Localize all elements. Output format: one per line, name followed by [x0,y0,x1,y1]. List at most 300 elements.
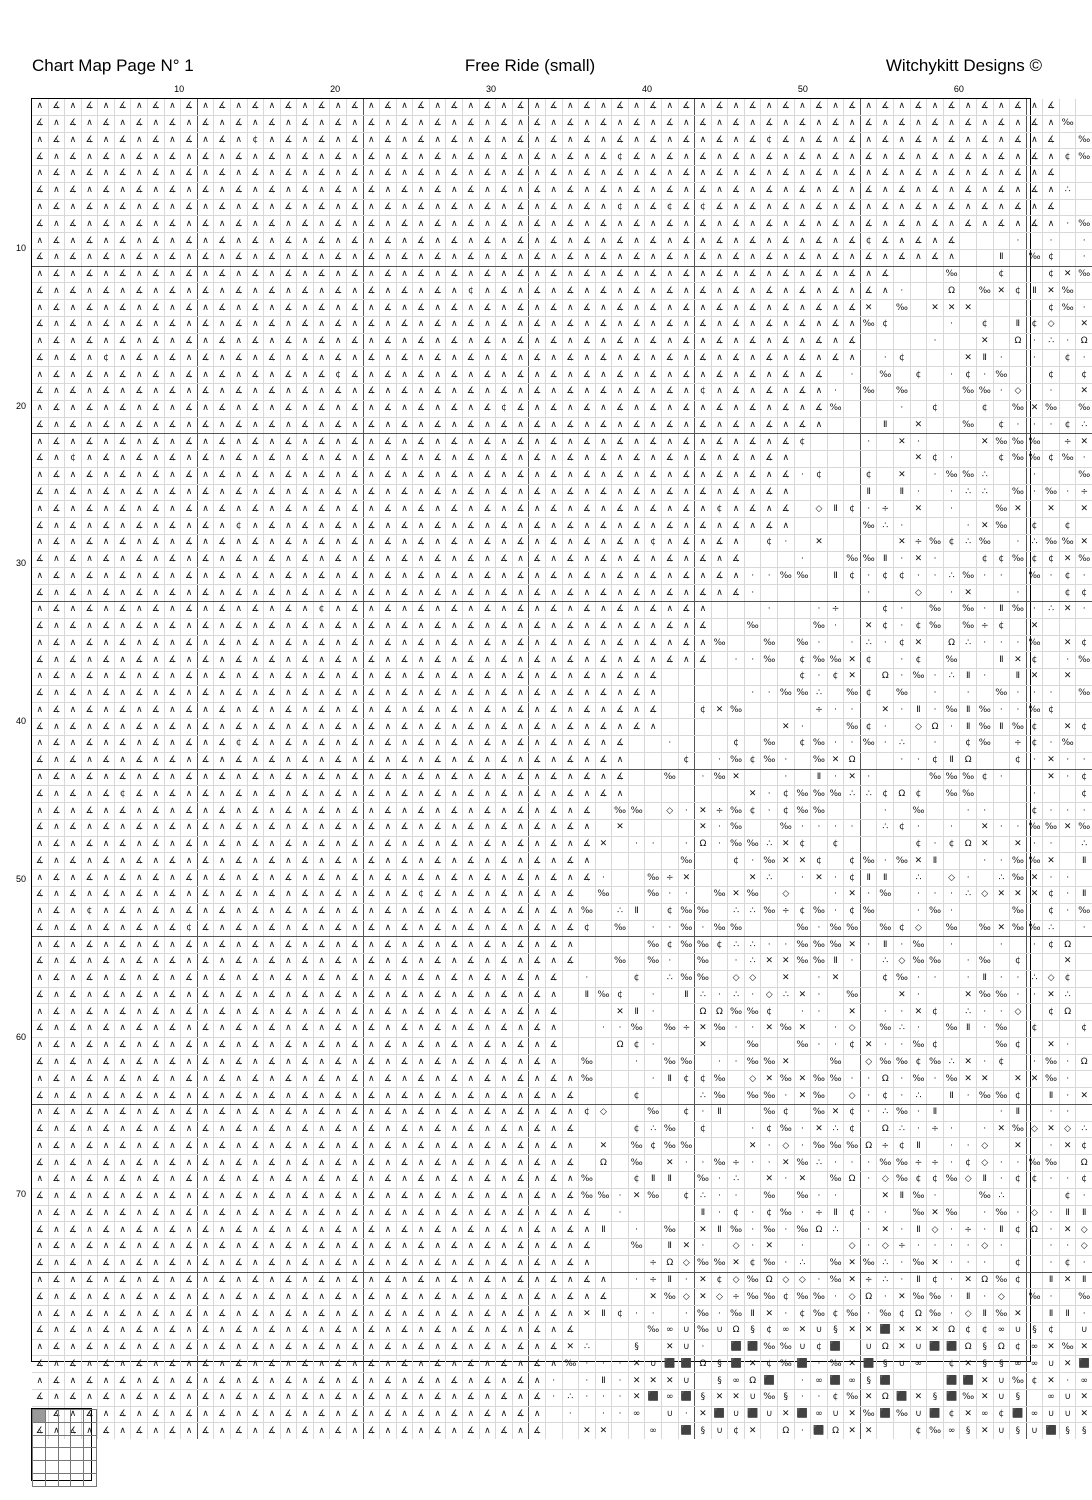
chart-cell: ∡ [695,484,712,501]
chart-row [32,685,1092,702]
chart-cell: ∡ [280,803,297,820]
chart-cell: ∧ [264,166,281,183]
chart-cell: ∡ [661,551,678,568]
chart-cell: ∡ [330,216,347,233]
chart-cell: ◇ [1043,316,1060,333]
chart-cell: ∧ [429,501,446,518]
chart-cell: ‰ [976,1188,993,1205]
chart-cell: ∧ [479,920,496,937]
chart-cell: ∧ [661,333,678,350]
chart-cell: ∡ [48,870,65,887]
chart-cell: ∡ [396,1088,413,1105]
chart-cell: ∡ [612,99,629,115]
chart-cell [744,669,761,686]
chart-cell: ∧ [98,333,115,350]
chart-cell: ∧ [446,786,463,803]
chart-cell: ∡ [463,1155,480,1172]
chart-cell [678,1172,695,1189]
chart-cell: ∧ [164,635,181,652]
chart-row [32,752,1092,769]
chart-cell: ∡ [363,1222,380,1239]
chart-cell: · [976,803,993,820]
chart-cell: ∡ [678,635,695,652]
chart-cell: ∧ [645,249,662,266]
chart-cell: ∡ [98,182,115,199]
chart-cell [661,1306,678,1323]
chart-cell: ✕ [844,669,861,686]
chart-cell [976,903,993,920]
chart-cell: ∧ [264,937,281,954]
chart-cell: ∧ [612,451,629,468]
chart-cell: ∧ [81,1021,98,1038]
chart-cell [960,920,977,937]
chart-cell [744,920,761,937]
chart-cell: ∡ [545,233,562,250]
chart-cell: ∡ [164,451,181,468]
chart-cell: ∡ [579,132,596,149]
chart-cell: ‰ [1026,920,1043,937]
chart-cell: ∧ [280,283,297,300]
chart-cell: ∡ [197,551,214,568]
chart-cell [661,853,678,870]
chart-cell [927,786,944,803]
chart-cell: ∡ [463,1222,480,1239]
chart-cell [794,752,811,769]
chart-cell: ∧ [114,886,131,903]
chart-cell: ∡ [65,1255,82,1272]
chart-cell: ∧ [529,233,546,250]
chart-cell: · [761,685,778,702]
chart-cell: ∧ [744,115,761,132]
chart-cell: ∧ [98,467,115,484]
chart-cell: ✕ [976,518,993,535]
chart-cell: ‰ [960,769,977,786]
chart-cell: · [744,1222,761,1239]
chart-cell: · [943,367,960,384]
chart-cell: ∡ [612,601,629,618]
chart-cell [927,518,944,535]
chart-cell [1076,618,1092,635]
chart-cell: ∡ [429,484,446,501]
chart-cell: Ω [695,1004,712,1021]
chart-cell: ⬛ [827,1339,844,1356]
chart-cell: ✕ [894,467,911,484]
chart-cell: ∡ [496,954,513,971]
chart-cell: ∡ [761,149,778,166]
chart-cell: ∡ [214,803,231,820]
chart-cell: ¢ [661,937,678,954]
chart-cell: ∡ [346,870,363,887]
chart-cell: Ⅱ [811,769,828,786]
chart-cell: ∧ [148,652,165,669]
chart-cell: ÷ [910,534,927,551]
chart-cell [628,786,645,803]
chart-cell: ‰ [678,920,695,937]
chart-cell: ∡ [529,283,546,300]
chart-cell: ÷ [728,1155,745,1172]
chart-cell [860,350,877,367]
chart-cell: ∧ [346,1222,363,1239]
chart-cell [794,886,811,903]
chart-cell: · [661,736,678,753]
chart-cell: ∧ [479,1155,496,1172]
chart-cell: ¢ [1076,786,1092,803]
chart-cell [595,1339,612,1356]
chart-cell [1059,367,1076,384]
chart-cell: ∡ [595,115,612,132]
chart-cell: ∡ [313,1172,330,1189]
chart-cell: ∡ [48,1037,65,1054]
chart-cell: ∡ [396,316,413,333]
chart-cell: ∡ [429,417,446,434]
chart-cell [778,736,795,753]
chart-cell [877,836,894,853]
chart-cell [894,501,911,518]
chart-cell: ∴ [860,635,877,652]
chart-cell: ∧ [579,1289,596,1306]
chart-cell [1076,518,1092,535]
chart-cell: ∧ [446,216,463,233]
chart-cell: ∧ [529,1071,546,1088]
chart-cell: ✕ [976,836,993,853]
chart-cell: ¢ [579,1104,596,1121]
chart-cell: Ω [595,1155,612,1172]
chart-cell: ∧ [778,484,795,501]
chart-cell: ∡ [114,1172,131,1189]
chart-cell: ∡ [396,283,413,300]
chart-row [32,954,1092,971]
chart-cell: ∡ [463,1021,480,1038]
chart-cell: ✕ [860,1037,877,1054]
chart-cell: ‰ [778,685,795,702]
chart-cell: ∡ [98,819,115,836]
chart-cell: ‰ [877,920,894,937]
chart-cell: ∧ [81,685,98,702]
chart-cell: · [1026,752,1043,769]
chart-cell: ∧ [214,1222,231,1239]
chart-cell: ∧ [628,501,645,518]
chart-cell: · [910,434,927,451]
chart-cell: ‰ [827,1172,844,1189]
chart-cell: ∡ [645,669,662,686]
chart-cell [894,451,911,468]
chart-cell: ∡ [380,501,397,518]
chart-cell: ∧ [479,518,496,535]
chart-cell: ∡ [645,333,662,350]
chart-cell: · [811,987,828,1004]
chart-cell: ∧ [463,1373,480,1390]
chart-cell: ∡ [595,1289,612,1306]
chart-cell: ∧ [761,467,778,484]
chart-cell: ∡ [330,451,347,468]
chart-cell: ∧ [264,736,281,753]
chart-cell: ∧ [81,819,98,836]
chart-cell: ∧ [529,1373,546,1390]
chart-cell: ∡ [81,1172,98,1189]
chart-cell: ∡ [695,283,712,300]
chart-cell: ÷ [976,618,993,635]
chart-cell: ∧ [595,635,612,652]
chart-cell [1059,316,1076,333]
chart-cell [728,635,745,652]
chart-cell: ∡ [512,970,529,987]
chart-cell: ∡ [927,182,944,199]
chart-cell: ∡ [131,886,148,903]
chart-cell: · [976,669,993,686]
chart-cell: · [628,836,645,853]
chart-cell: ∡ [463,551,480,568]
chart-cell: ∧ [628,568,645,585]
chart-cell: ∡ [744,300,761,317]
chart-cell [778,870,795,887]
chart-cell: ∧ [529,434,546,451]
chart-cell: ∡ [661,249,678,266]
chart-cell: ∡ [98,954,115,971]
chart-cell [562,1037,579,1054]
chart-cell: ∡ [297,987,314,1004]
chart-cell: ∧ [446,149,463,166]
chart-cell: ¢ [860,685,877,702]
chart-cell: ∡ [214,1004,231,1021]
chart-cell: Ⅱ [1059,1306,1076,1323]
chart-cell: ∧ [164,1138,181,1155]
chart-cell [960,333,977,350]
chart-cell [628,1071,645,1088]
chart-cell: ∧ [512,1322,529,1339]
chart-cell: ∧ [131,1373,148,1390]
chart-cell: ∧ [579,249,596,266]
chart-cell: ∡ [230,1155,247,1172]
chart-cell [612,870,629,887]
chart-cell: ∡ [960,149,977,166]
chart-cell: ∡ [131,384,148,401]
chart-row [32,316,1092,333]
chart-cell: ∡ [330,249,347,266]
chart-cell [976,652,993,669]
chart-cell: ✕ [1043,1037,1060,1054]
chart-cell: ∧ [661,568,678,585]
chart-cell: ∧ [214,451,231,468]
chart-cell [761,702,778,719]
chart-cell: ∧ [98,199,115,216]
chart-cell: ‰ [1076,819,1092,836]
chart-cell: ∡ [148,501,165,518]
chart-cell: ∡ [396,417,413,434]
chart-cell: ∧ [363,1104,380,1121]
chart-cell: ∧ [330,601,347,618]
chart-cell [844,1339,861,1356]
chart-cell: ∡ [280,1306,297,1323]
chart-cell [844,467,861,484]
chart-cell: · [993,937,1010,954]
chart-cell [1076,1104,1092,1121]
chart-cell: ∡ [214,937,231,954]
chart-cell: ∧ [214,819,231,836]
chart-cell: ∧ [346,920,363,937]
chart-cell [1026,769,1043,786]
chart-cell: ¢ [1043,702,1060,719]
chart-cell: Ⅱ [976,1306,993,1323]
chart-cell: ∡ [645,166,662,183]
chart-cell: ∡ [380,601,397,618]
chart-cell: ∡ [612,736,629,753]
chart-cell: ∧ [429,333,446,350]
chart-cell: ∧ [98,1004,115,1021]
chart-cell: ∧ [297,702,314,719]
chart-cell: ∡ [363,350,380,367]
chart-cell: ∧ [711,216,728,233]
chart-cell: ∧ [197,1104,214,1121]
chart-cell: ∡ [32,1322,48,1339]
chart-cell: ∡ [628,283,645,300]
chart-cell: ∧ [197,132,214,149]
chart-cell: ∧ [98,1239,115,1256]
chart-cell: · [860,1222,877,1239]
chart-cell: ∧ [32,903,48,920]
chart-cell: ∧ [280,987,297,1004]
chart-cell: · [744,1021,761,1038]
chart-cell: ∡ [164,987,181,1004]
chart-cell: ∡ [363,417,380,434]
chart-cell: ∧ [214,585,231,602]
chart-cell: ∡ [463,249,480,266]
chart-cell [960,266,977,283]
chart-cell: ∧ [396,1172,413,1189]
chart-cell: ∴ [877,1272,894,1289]
chart-cell: ∧ [695,501,712,518]
chart-cell: ∧ [661,400,678,417]
chart-cell: ∡ [545,534,562,551]
chart-cell: ∡ [479,702,496,719]
chart-cell: ¢ [811,1339,828,1356]
chart-cell: ∡ [81,1339,98,1356]
chart-cell: ∧ [877,149,894,166]
chart-cell: ∡ [98,484,115,501]
chart-cell: ‰ [1026,1289,1043,1306]
chart-cell: Ⅱ [993,1222,1010,1239]
chart-cell: ∡ [496,652,513,669]
chart-cell: ∡ [313,970,330,987]
chart-cell: ∡ [48,1172,65,1189]
chart-cell [943,601,960,618]
chart-cell: ÷ [827,601,844,618]
chart-row [32,216,1092,233]
chart-cell: ∧ [645,451,662,468]
chart-cell: ∡ [446,903,463,920]
chart-cell: ∡ [512,1172,529,1189]
chart-cell: ✕ [910,417,927,434]
chart-cell: ∡ [512,1373,529,1390]
chart-cell: ∡ [512,367,529,384]
chart-cell: ∧ [114,1356,131,1373]
chart-cell: ∧ [148,417,165,434]
chart-cell: ∧ [496,199,513,216]
chart-cell: · [1026,601,1043,618]
chart-cell: ∧ [131,1071,148,1088]
chart-cell: · [1043,1172,1060,1189]
chart-cell: · [860,1155,877,1172]
chart-cell: ∧ [429,769,446,786]
chart-cell: ∡ [545,970,562,987]
chart-cell: ∧ [496,1373,513,1390]
chart-cell: ∧ [65,568,82,585]
chart-cell: ∡ [346,333,363,350]
chart-cell: ∡ [148,166,165,183]
chart-cell: ∡ [330,987,347,1004]
chart-cell: ◇ [976,1138,993,1155]
chart-cell: ∡ [396,1121,413,1138]
chart-cell: ∧ [645,115,662,132]
chart-cell: ∡ [81,333,98,350]
chart-cell: ∪ [910,1339,927,1356]
chart-cell: ∡ [297,1088,314,1105]
chart-cell: ∡ [678,266,695,283]
chart-cell [678,702,695,719]
chart-cell [943,350,960,367]
chart-cell [827,1004,844,1021]
chart-cell: ∡ [48,803,65,820]
chart-cell: ∧ [678,518,695,535]
chart-cell: ∧ [131,1205,148,1222]
chart-cell: Ⅱ [927,853,944,870]
chart-cell: ∡ [65,819,82,836]
chart-cell: ∡ [81,266,98,283]
chart-cell: ∧ [280,652,297,669]
chart-cell: ∧ [628,132,645,149]
chart-cell: ∡ [131,1054,148,1071]
chart-cell: · [927,551,944,568]
chart-cell: ∡ [496,819,513,836]
chart-cell: · [860,1306,877,1323]
chart-cell: ∧ [131,534,148,551]
chart-row [32,836,1092,853]
chart-cell: ∧ [247,451,264,468]
chart-cell: ∧ [529,601,546,618]
chart-cell: ∡ [230,1289,247,1306]
chart-cell [778,635,795,652]
chart-row [32,1356,1092,1373]
chart-cell: ‰ [744,886,761,903]
chart-cell: ‰ [595,886,612,903]
chart-cell: ∡ [131,417,148,434]
chart-row [32,1021,1092,1038]
chart-cell: ∡ [711,199,728,216]
chart-cell: ∴ [976,467,993,484]
chart-cell: ∡ [230,987,247,1004]
chart-cell: ∧ [545,719,562,736]
chart-cell: ∡ [98,1255,115,1272]
chart-cell: ‰ [645,954,662,971]
chart-cell: ∡ [313,1339,330,1356]
chart-cell: ∡ [545,400,562,417]
chart-cell: ‰ [761,1054,778,1071]
chart-cell: · [1076,601,1092,618]
chart-cell: · [1076,568,1092,585]
chart-cell: ∧ [230,870,247,887]
chart-cell: · [794,819,811,836]
chart-cell [612,1239,629,1256]
chart-cell: ∧ [396,1373,413,1390]
chart-cell: ∡ [463,216,480,233]
chart-cell: ∴ [661,970,678,987]
chart-row [32,1239,1092,1256]
chart-cell: · [811,1037,828,1054]
chart-cell [711,1037,728,1054]
chart-cell [1026,1138,1043,1155]
chart-cell: ∧ [496,635,513,652]
chart-cell: ∧ [512,1121,529,1138]
chart-cell: ‰ [1076,903,1092,920]
